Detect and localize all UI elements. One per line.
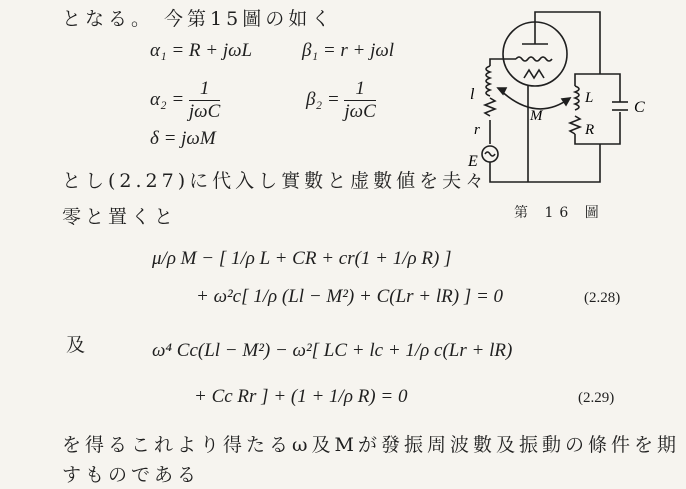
text-line-zero: 零と置くと (62, 206, 178, 228)
equation-2-28-line2: + ω²c[ 1/ρ (Ll − M²) + C(Lr + lR) ] = 0 (196, 286, 504, 307)
beta2-numerator: 1 (344, 78, 375, 101)
text-line-intro: となる。 今第15圖の如く (62, 8, 335, 30)
equation-delta: δ = jωM (150, 128, 216, 149)
text-line-substitute: とし(2.27)に代入し實數と虚數値を夫々 (62, 170, 489, 192)
right-branch-bottom (575, 112, 620, 144)
equation-number-2-28: (2.28) (584, 290, 621, 306)
tube-grid (516, 57, 552, 61)
label-E: E (468, 153, 478, 170)
tube-filament (524, 70, 544, 78)
equation-beta1: β₁ = r + jωl (302, 40, 395, 61)
label-L: L (585, 90, 594, 106)
label-C: C (634, 99, 645, 116)
beta2-fraction (344, 78, 375, 123)
inductor-l (486, 66, 490, 96)
plate-wire (535, 12, 600, 74)
equation-2-28-line1: μ/ρ M − [ 1/ρ L + CR + cr(1 + 1/ρ R) ] (152, 248, 452, 269)
text-line-final: すものである (62, 464, 201, 486)
inductor-L (575, 86, 579, 110)
equation-beta2 (306, 78, 376, 123)
resistor-r (485, 98, 495, 116)
equation-alpha1: α₁ = R + jωL (150, 40, 253, 61)
alpha2-fraction (189, 78, 220, 123)
bottom-wire (490, 144, 600, 182)
beta2-denominator: jωC (344, 101, 376, 122)
alpha2-lhs: α₂ = (150, 88, 185, 110)
equation-number-2-29: (2.29) (578, 390, 615, 406)
equation-2-29-line2: + Cc Rr ] + (1 + 1/ρ R) = 0 (194, 386, 408, 407)
right-branch-top (575, 74, 600, 86)
label-M: M (530, 108, 543, 124)
label-R: R (585, 122, 595, 138)
equation-alpha2 (150, 78, 220, 123)
beta2-lhs: β₂ = (306, 88, 340, 110)
text-line-result: を得るこれより得たるω及Mが發振周波數及振動の條件を期 (62, 434, 680, 456)
arrow-head-right (562, 98, 570, 105)
circuit-diagram (450, 4, 670, 194)
label-l: l (470, 86, 475, 103)
ac-source-wave (485, 152, 495, 156)
resistor-R (570, 116, 580, 134)
mutual-coupling-arc (498, 88, 570, 109)
figure-caption: 第 16 圖 (514, 205, 605, 221)
text-oyobi: 及 (66, 334, 90, 356)
alpha2-numerator: 1 (189, 78, 220, 101)
equation-2-29-line1: ω⁴ Cc(Ll − M²) − ω²[ LC + lc + 1/ρ c(Lr + lR) (152, 340, 513, 361)
cap-top-wire (600, 74, 620, 102)
alpha2-denominator: jωC (188, 101, 221, 122)
label-r: r (474, 122, 480, 138)
